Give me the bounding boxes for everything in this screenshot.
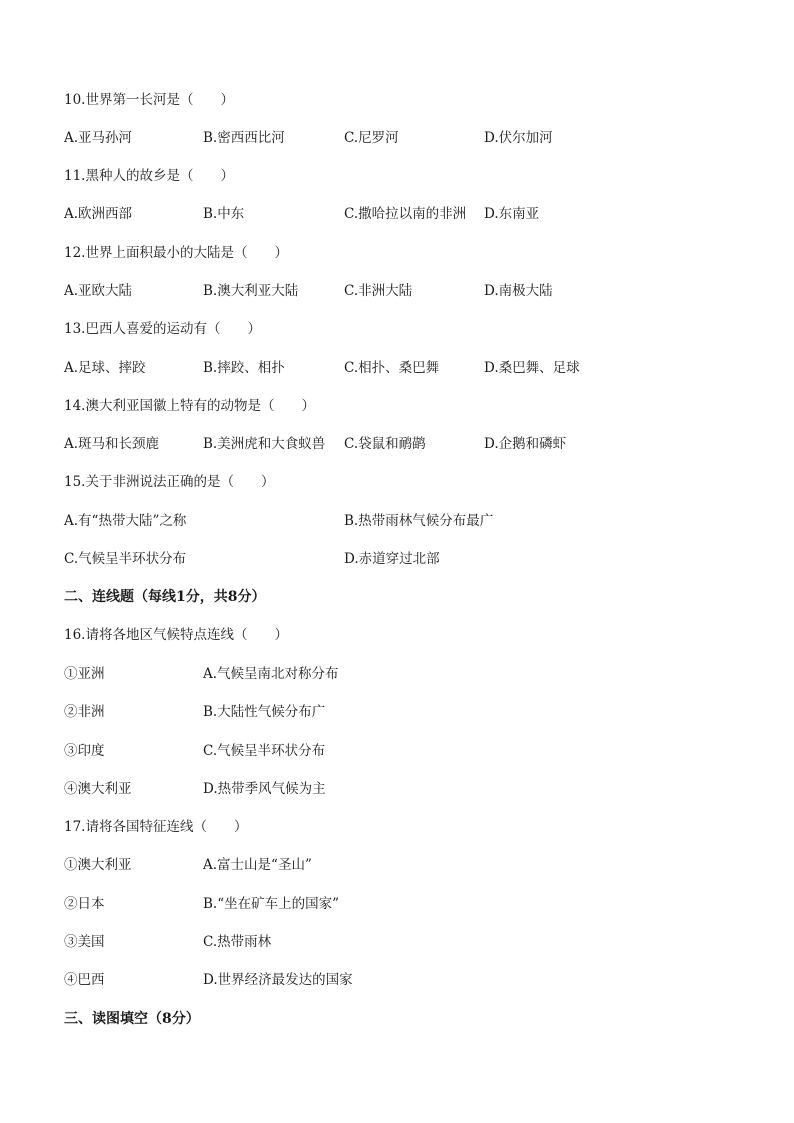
match-row [64, 779, 744, 799]
question-12-stem: 12.世界上面积最小的大陆是（ ） [64, 245, 288, 261]
question-14-stem: 14.澳大利亚国徽上特有的动物是（ ） [64, 398, 315, 414]
match-left-item: ②非洲 [64, 704, 105, 720]
option-b: B.中东 [203, 206, 245, 222]
section-3-title: 三、读图填空（8分） [64, 1011, 200, 1027]
option-d: D.南极大陆 [484, 283, 553, 299]
option-b: B.摔跤、相扑 [203, 360, 285, 376]
section-2-title: 二、连线题（每线1分，共8分） [64, 589, 266, 605]
match-left-item: ④巴西 [64, 972, 105, 988]
option-c: C.撒哈拉以南的非洲 [344, 206, 467, 222]
match-right-item: C.气候呈半环状分布 [203, 743, 326, 759]
option-a: A.足球、摔跤 [64, 360, 146, 376]
question-14-options [64, 434, 744, 454]
option-c: C.气候呈半环状分布 [64, 551, 187, 567]
match-left-item: ③美国 [64, 934, 105, 950]
option-d: D.桑巴舞、足球 [484, 360, 580, 376]
match-right-item: D.热带季风气候为主 [203, 781, 326, 797]
option-a: A.斑马和长颈鹿 [64, 436, 160, 452]
question-17-stem: 17.请将各国特征连线（ ） [64, 819, 248, 835]
question-16-stem: 16.请将各地区气候特点连线（ ） [64, 627, 288, 643]
question-15-options-row1 [64, 511, 744, 531]
match-row [64, 741, 744, 761]
match-right-item: B.“坐在矿车上的国家” [203, 896, 340, 912]
match-left-item: ③印度 [64, 743, 105, 759]
option-d: D.企鹅和磷虾 [484, 436, 567, 452]
question-12-options [64, 281, 744, 301]
option-a: A.亚欧大陆 [64, 283, 133, 299]
match-left-item: ④澳大利亚 [64, 781, 132, 797]
match-row [64, 932, 744, 952]
option-c: C.相扑、桑巴舞 [344, 360, 440, 376]
question-10-stem: 10.世界第一长河是（ ） [64, 92, 234, 108]
question-11-stem: 11.黑种人的故乡是（ ） [64, 168, 234, 184]
question-10-options [64, 128, 744, 148]
question-13-options [64, 358, 744, 378]
match-row [64, 970, 744, 990]
option-c: C.尼罗河 [344, 130, 399, 146]
option-a: A.欧洲西部 [64, 206, 133, 222]
option-a: A.亚马孙河 [64, 130, 133, 146]
match-left-item: ①亚洲 [64, 666, 105, 682]
option-b: B.美洲虎和大食蚁兽 [203, 436, 326, 452]
option-b: B.澳大利亚大陆 [203, 283, 299, 299]
match-row [64, 702, 744, 722]
match-row [64, 664, 744, 684]
option-b: B.密西西比河 [203, 130, 285, 146]
question-13-stem: 13.巴西人喜爱的运动有（ ） [64, 321, 261, 337]
match-left-item: ②日本 [64, 896, 105, 912]
match-left-item: ①澳大利亚 [64, 857, 132, 873]
match-row [64, 855, 744, 875]
option-d: D.东南亚 [484, 206, 540, 222]
option-b: B.热带雨林气候分布最广 [344, 513, 494, 529]
option-d: D.伏尔加河 [484, 130, 553, 146]
match-right-item: D.世界经济最发达的国家 [203, 972, 353, 988]
match-right-item: A.气候呈南北对称分布 [203, 666, 339, 682]
match-right-item: C.热带雨林 [203, 934, 272, 950]
match-row [64, 894, 744, 914]
question-11-options [64, 204, 744, 224]
match-right-item: A.富士山是“圣山” [203, 857, 312, 873]
question-15-stem: 15.关于非洲说法正确的是（ ） [64, 474, 275, 490]
option-d: D.赤道穿过北部 [344, 551, 440, 567]
option-c: C.袋鼠和鸸鹋 [344, 436, 426, 452]
match-right-item: B.大陆性气候分布广 [203, 704, 326, 720]
option-a: A.有“热带大陆”之称 [64, 513, 187, 529]
option-c: C.非洲大陆 [344, 283, 413, 299]
question-15-options-row2 [64, 549, 744, 569]
